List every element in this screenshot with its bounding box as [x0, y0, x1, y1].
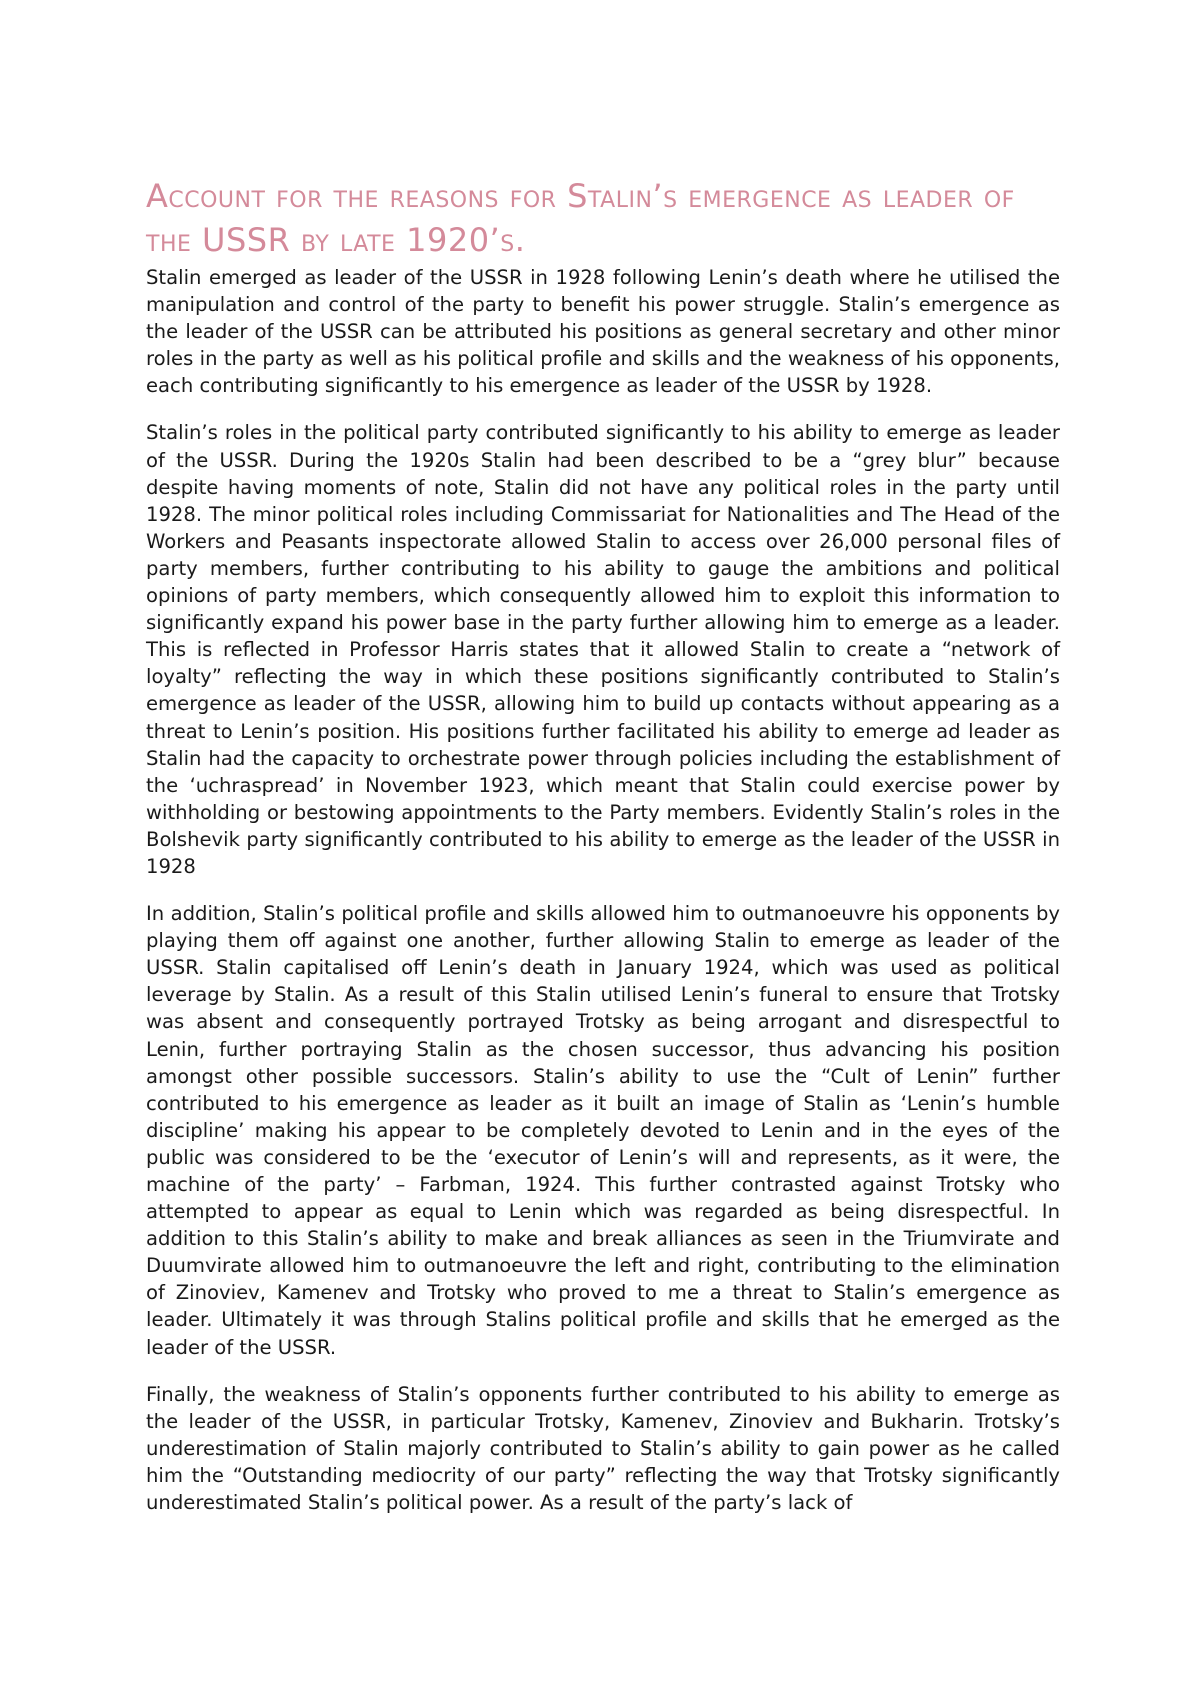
paragraph-introduction: Stalin emerged as leader of the USSR in 1928 following Lenin’s death where he utilised the manipulation and control of the party to benefit his power struggle. Stalin’s emergence as the leader of the USSR can be attributed his positions as general secretary and other minor roles in the party as well as his political profile and skills and the weakness of his opponents, each contributing significantly to his emergence as leader of the USSR by 1928.: [146, 266, 1060, 398]
paragraph-political-profile: In addition, Stalin’s political profile and skills allowed him to outmanoeuvre his opponents by playing them off against one another, further allowing Stalin to emerge as leader of the USSR. Stalin capitalised off Lenin’s death in January 1924, which was used as political leverage by Stalin. As a result of this Stalin utilised Lenin’s funeral to ensure that Trotsky was absent and consequently portrayed Trotsky as being arrogant and disrespectful to Lenin, further portraying Stalin as the chosen successor, thus advancing his position amongst other possible successors. Stalin’s ability to use the “Cult of Lenin” further contributed to his emergence as leader as it built an image of Stalin as ‘Lenin’s humble discipline’ making his appear to be completely devoted to Lenin and in the eyes of the public was considered to be the ‘executor of Lenin’s will and represents, as it were, the machine of the party’ – Farbman, 1924. This further contrasted against Trotsky who attempted to appear as equal to Lenin which was regarded as being disrespectful. In addition to this Stalin’s ability to make and break alliances as seen in the Triumvirate and Duumvirate allowed him to outmanoeuvre the left and right, contributing to the elimination of Zinoviev, Kamenev and Trotsky who proved to me a threat to Stalin’s emergence as leader. Ultimately it was through Stalins political profile and skills that he emerged as the leader of the USSR.: [146, 902, 1060, 1359]
document-body: [146, 174, 1060, 1536]
paragraph-party-roles: Stalin’s roles in the political party contributed significantly to his ability to emerge as leader of the USSR. During the 1920s Stalin had been described to be a “grey blur” because despite having moments of note, Stalin did not have any political roles in the party until 1928. The minor political roles including Commissariat for Nationalities and The Head of the Workers and Peasants inspectorate allowed Stalin to access over 26,000 personal files of party members, further contributing to his ability to gauge the ambitions and political opinions of party members, which consequently allowed him to exploit this information to significantly expand his power base in the party further allowing him to emerge as a leader. This is reflected in Professor Harris states that it allowed Stalin to create a “network of loyalty” reflecting the way in which these positions significantly contributed to Stalin’s emergence as leader of the USSR, allowing him to build up contacts without appearing as a threat to Lenin’s position. His positions further facilitated his ability to emerge ad leader as Stalin had the capacity to orchestrate power through policies including the establishment of the ‘uchraspread’ in November 1923, which meant that Stalin could exercise power by withholding or bestowing appointments to the Party members. Evidently Stalin’s roles in the Bolshevik party significantly contributed to his ability to emerge as the leader of the USSR in 1928: [146, 421, 1060, 878]
essay-title: Account for the reasons for Stalin’s emergence as leader of the USSR by late 1920’s.: [146, 177, 1015, 259]
paragraph-opponents-weakness: Finally, the weakness of Stalin’s opponents further contributed to his ability to emerge as the leader of the USSR, in particular Trotsky, Kamenev, Zinoviev and Bukharin. Trotsky’s underestimation of Stalin majorly contributed to Stalin’s ability to gain power as he called him the “Outstanding mediocrity of our party” reflecting the way that Trotsky significantly underestimated Stalin’s political power. As a result of the party’s lack of: [146, 1382, 1060, 1515]
